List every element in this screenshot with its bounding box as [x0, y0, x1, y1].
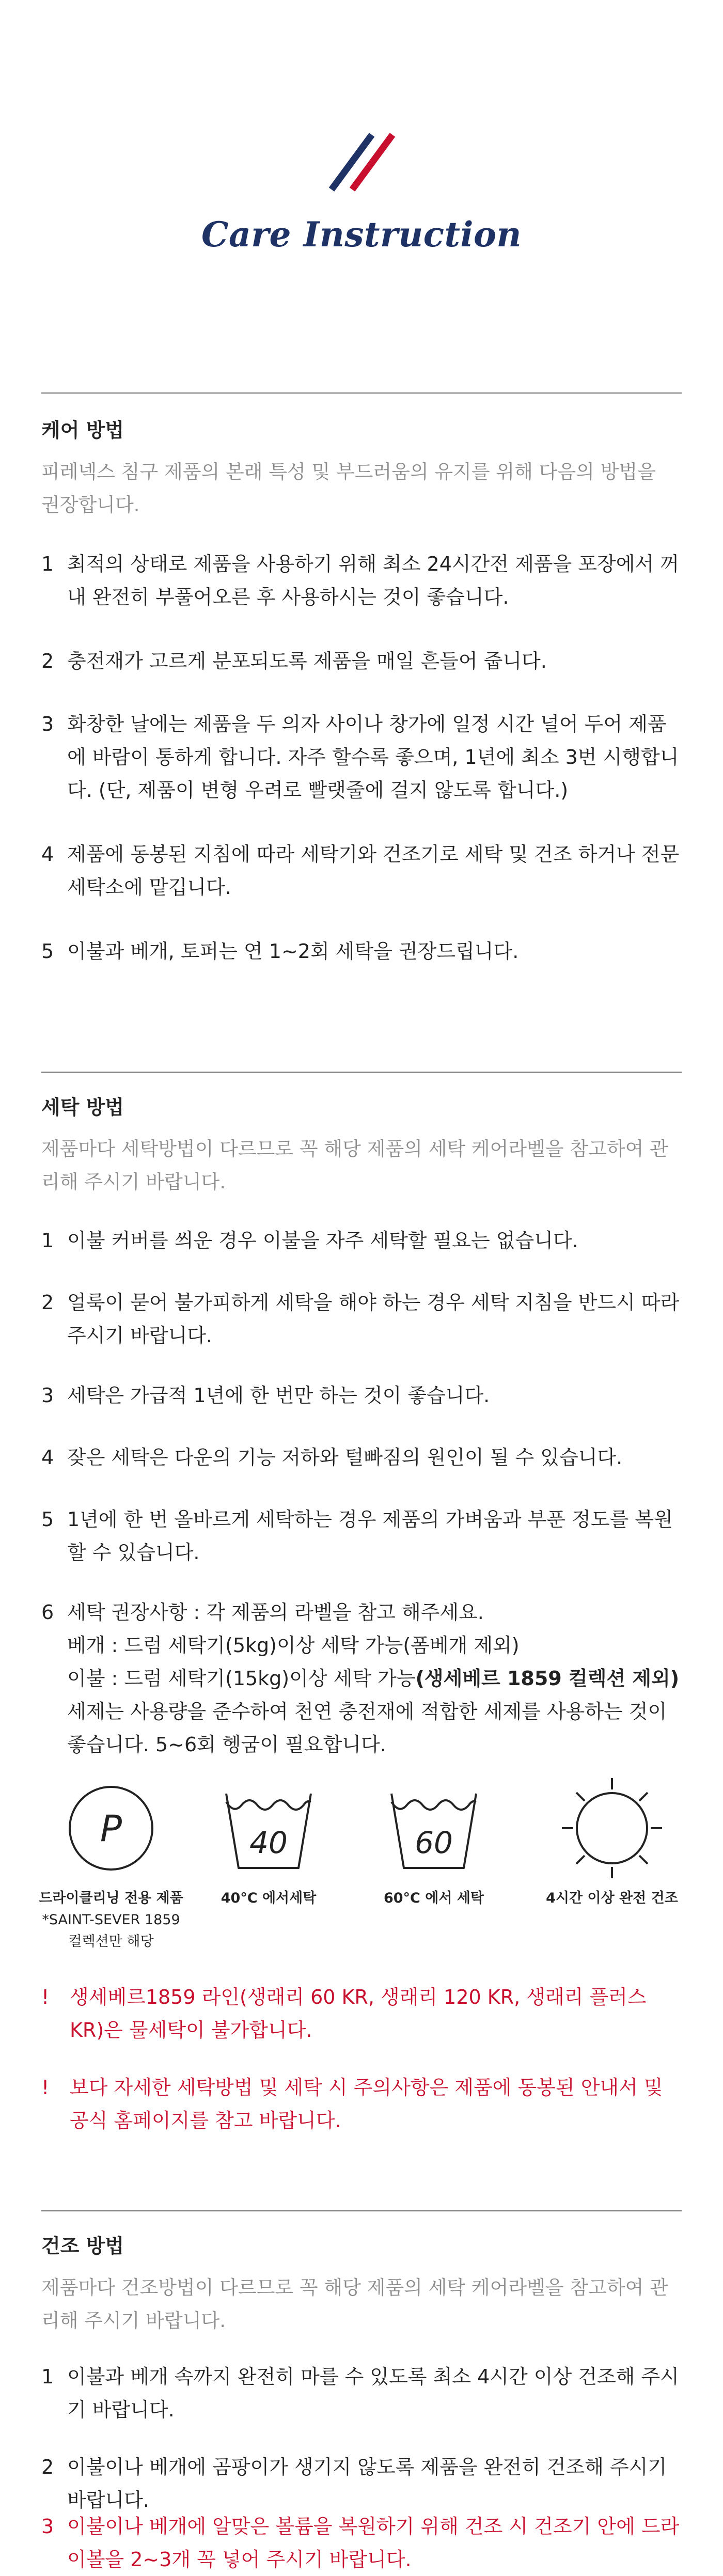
item-text: 이불이나 베개에 알맞은 볼륨을 복원하기 위해 건조 시 건조기 안에 드라이볼을 2~3개 꼭 넣어 주시기 바랍니다.	[67, 2515, 680, 2571]
page-title: Care Instruction	[201, 214, 522, 255]
detergent-rule: 세제는 사용량을 준수하여 천연 충전재에 적합한 세제를 사용하는 것이 좋습니다. 5~6회 헹굼이 필요합니다.	[67, 1700, 667, 1756]
page-header	[0, 0, 723, 289]
item-number: 5	[41, 940, 54, 963]
duvet-wash-rule: 이불 : 드럼 세탁기(15kg)이상 세탁 가능	[67, 1667, 416, 1690]
item-text: 1년에 한 번 올바르게 세탁하는 경우 제품의 가벼움과 부푼 정도를 복원할 수 있습니다.	[67, 1508, 673, 1564]
item-number: 2	[41, 2456, 54, 2478]
item-text: 충전재가 고르게 분포되도록 제품을 매일 흔들어 줍니다.	[67, 650, 547, 672]
item-text: 얼룩이 묻어 불가피하게 세탁을 해야 하는 경우 세탁 지침을 반드시 따라 주시기 바랍니다.	[67, 1291, 680, 1347]
care-section	[41, 392, 682, 986]
item-number: 1	[41, 2365, 54, 2388]
item-text: 이불이나 베개에 곰팡이가 생기지 않도록 제품을 완전히 건조해 주시기 바랍니다.	[67, 2456, 667, 2511]
item-number: 3	[41, 713, 54, 735]
wash-60-caption: 60°C 에서 세탁	[383, 1890, 484, 1906]
dry-intro: 제품마다 건조방법이 다르므로 꼭 해당 제품의 세탁 케어라벨을 참고하여 관리해 주시기 바랍니다.	[41, 2276, 668, 2332]
item-text: 화창한 날에는 제품을 두 의자 사이나 창가에 일정 시간 널어 두어 제품에 바람이 통하게 합니다. 자주 할수록 좋으며, 1년에 최소 3번 시행합니다. (단, 제품이 변형 우려로 빨랫줄에 걸지 않도록 합니다.)	[67, 713, 679, 802]
dry-clean-note: *SAINT-SEVER 1859	[42, 1912, 180, 1928]
sun-dry-caption: 4시간 이상 완전 건조	[546, 1890, 678, 1906]
wash-40-caption: 40°C 에서세탁	[221, 1890, 317, 1906]
wash-60-label: 60	[415, 1825, 453, 1860]
wash-intro: 제품마다 세탁방법이 다르므로 꼭 해당 제품의 세탁 케어라벨을 참고하여 관리해 주시기 바랍니다.	[41, 1138, 668, 1193]
item-number: 6	[41, 1601, 54, 1624]
duvet-wash-exception: (생세베르 1859 컬렉션 제외)	[415, 1667, 680, 1690]
dry-clean-note: 컬렉션만 해당	[68, 1934, 154, 1950]
dry-clean-icon	[67, 1784, 155, 1872]
item-number: 4	[41, 843, 54, 866]
dry-section-title: 건조 방법	[41, 2235, 124, 2257]
item-number: 2	[41, 650, 54, 672]
warning-mark: !	[41, 1986, 50, 2008]
item-text: 이불과 베개, 토퍼는 연 1~2회 세탁을 권장드립니다.	[67, 940, 519, 963]
dry-section	[41, 2210, 682, 2572]
warning-mark: !	[41, 2076, 50, 2099]
item-text: 이불 커버를 씌운 경우 이불을 자주 세탁할 필요는 없습니다.	[67, 1229, 578, 1252]
item-number: 1	[41, 1229, 54, 1252]
item-number: 3	[41, 1384, 54, 1407]
logo-stripe-navy	[332, 135, 372, 190]
care-intro: 피레넥스 침구 제품의 본래 특성 및 부드러움의 유지를 위해 다음의 방법을 권장합니다.	[41, 461, 656, 516]
dry-clean-caption: 드라이클리닝 전용 제품	[39, 1890, 183, 1906]
sun-dry-icon	[558, 1774, 666, 1882]
item-text: 제품에 동봉된 지침에 따라 세탁기와 건조기로 세탁 및 건조 하거나 전문 세탁소에 맡깁니다.	[67, 843, 680, 899]
item-text: 잦은 세탁은 다운의 기능 저하와 털빠짐의 원인이 될 수 있습니다.	[67, 1446, 623, 1469]
section-divider	[41, 1072, 682, 1073]
dry-clean-symbol: P	[100, 1808, 122, 1850]
brand-logo	[325, 132, 398, 194]
logo-stripe-red	[352, 135, 392, 190]
item-number: 5	[41, 1508, 54, 1531]
item-number: 4	[41, 1446, 54, 1469]
section-divider	[41, 392, 682, 394]
item-text: 세탁은 가급적 1년에 한 번만 하는 것이 좋습니다.	[67, 1384, 490, 1407]
wash-40-label: 40	[249, 1825, 288, 1860]
wash-recommendation: 세탁 권장사항 : 각 제품의 라벨을 참고 해주세요.	[67, 1601, 484, 1624]
wash-40-icon	[222, 1784, 315, 1872]
item-text	[67, 1596, 682, 1761]
wash-section-title: 세탁 방법	[41, 1096, 124, 1119]
care-section-title: 케어 방법	[41, 419, 124, 442]
item-number: 2	[41, 1291, 54, 1314]
item-text: 이불과 베개 속까지 완전히 마를 수 있도록 최소 4시간 이상 건조해 주시기 바랍니다.	[67, 2365, 679, 2421]
section-divider	[41, 2210, 682, 2211]
wash-section	[39, 1072, 682, 2132]
item-text: 최적의 상태로 제품을 사용하기 위해 최소 24시간전 제품을 포장에서 꺼내 완전히 부풀어오른 후 사용하시는 것이 좋습니다.	[67, 553, 679, 608]
warning-text: 생세베르1859 라인(생래리 60 KR, 생래리 120 KR, 생래리 플러스 KR)은 물세탁이 불가합니다.	[70, 1986, 647, 2041]
item-number: 1	[41, 553, 54, 575]
wash-60-icon	[387, 1784, 480, 1872]
warning-text: 보다 자세한 세탁방법 및 세탁 시 주의사항은 제품에 동봉된 안내서 및 공식 홈페이지를 참고 바랍니다.	[70, 2076, 663, 2132]
item-number: 3	[41, 2515, 54, 2538]
pillow-wash-rule: 베개 : 드럼 세탁기(5kg)이상 세탁 가능(폼베개 제외)	[67, 1634, 520, 1657]
